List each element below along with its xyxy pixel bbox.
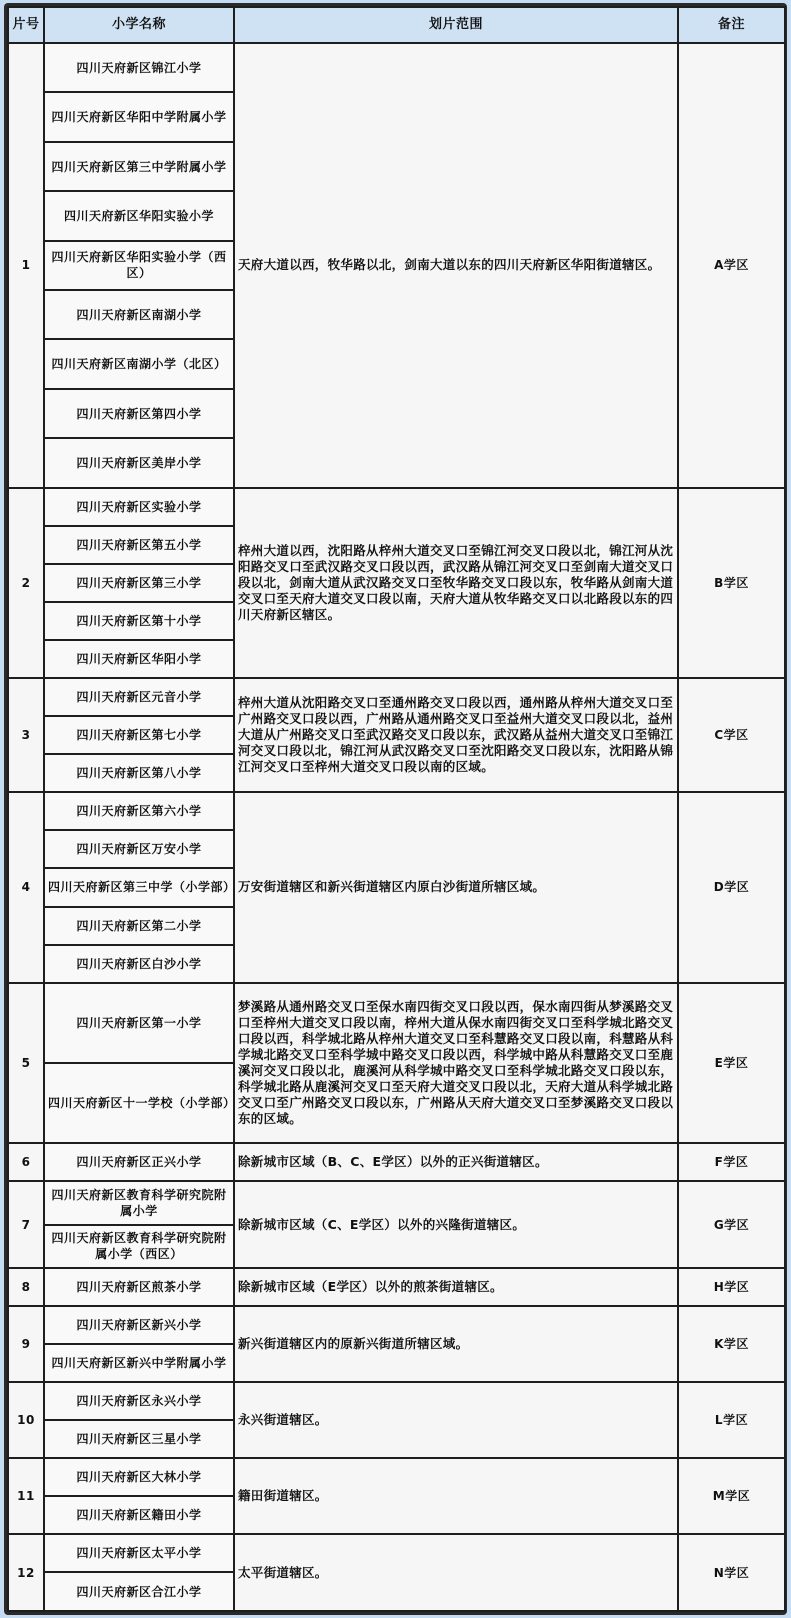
school-name: 四川天府新区实验小学 (44, 488, 234, 526)
district-note: E学区 (678, 983, 785, 1144)
school-name: 四川天府新区白沙小学 (44, 945, 234, 983)
school-name: 四川天府新区华阳实验小学（西区） (44, 241, 234, 290)
table-row (8, 678, 785, 716)
school-name: 四川天府新区南湖小学（北区） (44, 339, 234, 388)
school-name: 四川天府新区正兴小学 (44, 1143, 234, 1181)
school-name: 四川天府新区华阳中学附属小学 (44, 92, 234, 141)
district-note: L学区 (678, 1382, 785, 1458)
table-row (8, 1458, 785, 1496)
school-name: 四川天府新区第十小学 (44, 602, 234, 640)
district-note: C学区 (678, 678, 785, 792)
header-name: 小学名称 (44, 7, 234, 43)
district-note: G学区 (678, 1181, 785, 1267)
school-name: 四川天府新区大林小学 (44, 1458, 234, 1496)
table-row (8, 1143, 785, 1181)
school-name: 四川天府新区太平小学 (44, 1534, 234, 1572)
school-name: 四川天府新区万安小学 (44, 830, 234, 868)
district-note: A学区 (678, 43, 785, 488)
school-name: 四川天府新区第三小学 (44, 564, 234, 602)
table-row (8, 1306, 785, 1344)
school-name: 四川天府新区第六小学 (44, 792, 234, 830)
table-row (8, 983, 785, 1063)
school-name: 四川天府新区教育科学研究院附属小学（西区） (44, 1225, 234, 1268)
district-range: 天府大道以西，牧华路以北，剑南大道以东的四川天府新区华阳街道辖区。 (234, 43, 678, 488)
school-name: 四川天府新区华阳小学 (44, 640, 234, 678)
district-number: 12 (8, 1534, 44, 1611)
district-number: 5 (8, 983, 44, 1144)
school-district-table (7, 6, 786, 1612)
district-range: 除新城市区域（C、E学区）以外的兴隆街道辖区。 (234, 1181, 678, 1267)
district-number: 4 (8, 792, 44, 982)
school-name: 四川天府新区籍田小学 (44, 1496, 234, 1534)
district-note: N学区 (678, 1534, 785, 1611)
table-body (8, 43, 785, 1611)
district-note: K学区 (678, 1306, 785, 1382)
district-number: 7 (8, 1181, 44, 1267)
district-range: 太平街道辖区。 (234, 1534, 678, 1611)
district-note: D学区 (678, 792, 785, 982)
district-note: B学区 (678, 488, 785, 678)
district-number: 2 (8, 488, 44, 678)
district-range: 籍田街道辖区。 (234, 1458, 678, 1534)
school-name: 四川天府新区华阳实验小学 (44, 191, 234, 240)
school-name: 四川天府新区永兴小学 (44, 1382, 234, 1420)
district-number: 10 (8, 1382, 44, 1458)
district-number: 9 (8, 1306, 44, 1382)
district-range: 万安街道辖区和新兴街道辖区内原白沙街道所辖区域。 (234, 792, 678, 982)
school-name: 四川天府新区煎茶小学 (44, 1268, 234, 1306)
table-row (8, 1534, 785, 1572)
school-name: 四川天府新区第七小学 (44, 716, 234, 754)
school-name: 四川天府新区锦江小学 (44, 43, 234, 92)
school-name: 四川天府新区十一学校（小学部） (44, 1063, 234, 1143)
district-range: 新兴街道辖区内的原新兴街道所辖区域。 (234, 1306, 678, 1382)
district-range: 梓州大道以西，沈阳路从梓州大道交叉口至锦江河交叉口段以北，锦江河从沈阳路交叉口至武汉路交叉口段以西，武汉路从锦江河交叉口至剑南大道交叉口段以北，剑南大道从武汉路交叉口至牧华路交叉口段以东，牧华路从剑南大道交叉口至天府大道交叉口段以南，天府大道从牧华路交叉口以北路段以东的四川天府新区辖区。 (234, 488, 678, 678)
district-note: M学区 (678, 1458, 785, 1534)
table-row (8, 43, 785, 92)
header-row (8, 7, 785, 43)
school-name: 四川天府新区第二小学 (44, 907, 234, 945)
table-row (8, 488, 785, 526)
table-row (8, 1268, 785, 1306)
district-number: 8 (8, 1268, 44, 1306)
school-name: 四川天府新区第三中学（小学部） (44, 868, 234, 906)
school-name: 四川天府新区新兴中学附属小学 (44, 1344, 234, 1382)
school-name: 四川天府新区三星小学 (44, 1420, 234, 1458)
school-name: 四川天府新区第八小学 (44, 754, 234, 792)
school-name: 四川天府新区第四小学 (44, 389, 234, 438)
school-name: 四川天府新区第五小学 (44, 526, 234, 564)
school-name: 四川天府新区第三中学附属小学 (44, 142, 234, 191)
header-range: 划片范围 (234, 7, 678, 43)
district-number: 3 (8, 678, 44, 792)
school-name: 四川天府新区第一小学 (44, 983, 234, 1063)
district-number: 6 (8, 1143, 44, 1181)
header-no: 片号 (8, 7, 44, 43)
school-name: 四川天府新区教育科学研究院附属小学 (44, 1181, 234, 1224)
district-range: 除新城市区域（B、C、E学区）以外的正兴街道辖区。 (234, 1143, 678, 1181)
district-range: 永兴街道辖区。 (234, 1382, 678, 1458)
district-range: 梓州大道从沈阳路交叉口至通州路交叉口段以西，通州路从梓州大道交叉口至广州路交叉口段以西，广州路从通州路交叉口至益州大道交叉口段以北，益州大道从广州路交叉口至武汉路交叉口段以东，武汉路从益州大道交叉口至锦江河交叉口段以北，锦江河从武汉路交叉口至沈阳路交叉口段以东，沈阳路从锦江河交叉口至梓州大道交叉口段以南的区域。 (234, 678, 678, 792)
district-number: 1 (8, 43, 44, 488)
district-note: F学区 (678, 1143, 785, 1181)
table-row (8, 1181, 785, 1224)
school-name: 四川天府新区元音小学 (44, 678, 234, 716)
district-note: H学区 (678, 1268, 785, 1306)
district-range: 梦溪路从通州路交叉口至保水南四街交叉口段以西，保水南四街从梦溪路交叉口至梓州大道交叉口段以南，梓州大道从保水南四街交叉口至科学城北路交叉口段以西，科学城北路从梓州大道交叉口至科慧路交叉口段以南，科慧路从科学城北路交叉口至科学城中路交叉口段以西，科学城中路从科慧路交叉口至鹿溪河交叉口段以北，鹿溪河从科学城中路交叉口至科学城北路交叉口段以东，科学城北路从鹿溪河交叉口至天府大道交叉口段以北，天府大道从科学城北路交叉口至广州路交叉口段以东，广州路从天府大道交叉口至梦溪路交叉口段以东的区域。 (234, 983, 678, 1144)
school-name: 四川天府新区合江小学 (44, 1572, 234, 1611)
table-row (8, 792, 785, 830)
table-row (8, 1382, 785, 1420)
school-name: 四川天府新区新兴小学 (44, 1306, 234, 1344)
school-name: 四川天府新区美岸小学 (44, 438, 234, 487)
district-range: 除新城市区域（E学区）以外的煎茶街道辖区。 (234, 1268, 678, 1306)
school-name: 四川天府新区南湖小学 (44, 290, 234, 339)
district-number: 11 (8, 1458, 44, 1534)
header-note: 备注 (678, 7, 785, 43)
